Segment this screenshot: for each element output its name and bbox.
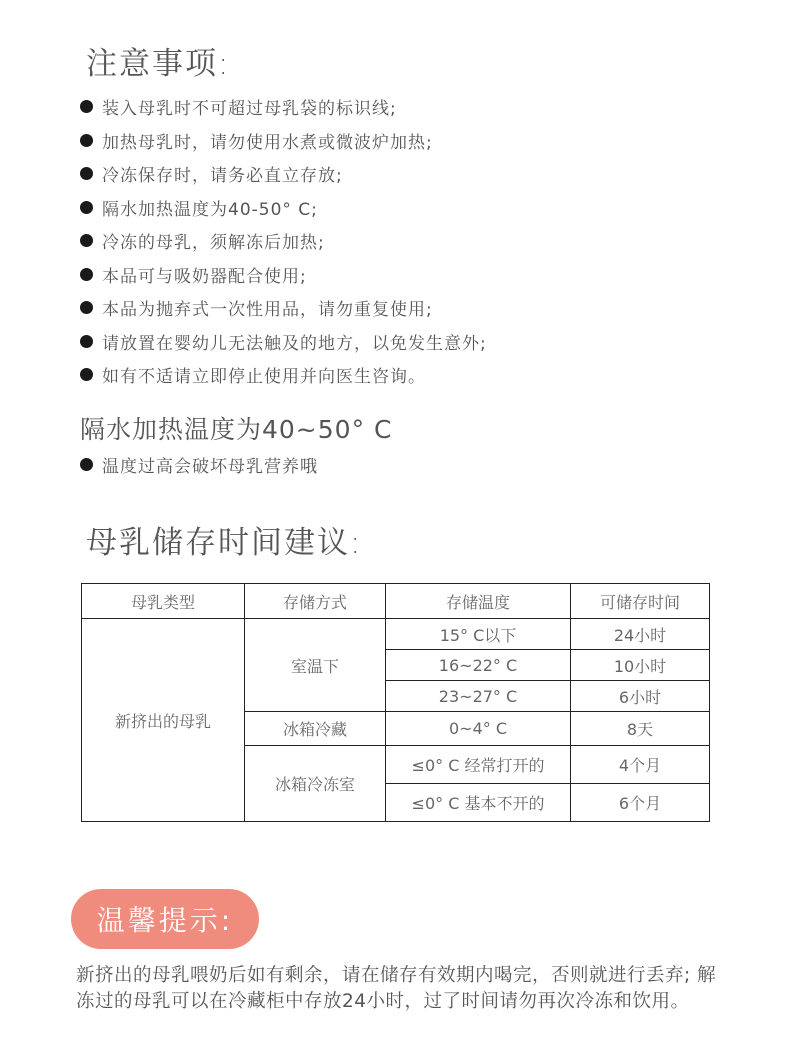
header-method: 存储方式 (245, 584, 386, 619)
time-cell: 6个月 (571, 784, 710, 822)
bullet-icon (80, 368, 93, 381)
time-cell: 4个月 (571, 746, 710, 784)
time-cell: 10小时 (571, 650, 710, 681)
table-row (82, 619, 710, 650)
bullet-icon (80, 167, 93, 180)
header-duration: 可储存时间 (571, 584, 710, 619)
note-text: 冷冻的母乳，须解冻后加热; (102, 233, 325, 254)
list-item (80, 157, 487, 191)
method-cell: 室温下 (245, 619, 386, 712)
temp-cell: 15° C以下 (386, 619, 571, 650)
bullet-icon (80, 301, 93, 314)
bullet-icon (80, 100, 93, 113)
milk-type-cell: 新挤出的母乳 (82, 619, 245, 822)
list-item (80, 291, 487, 325)
heating-note (80, 452, 318, 477)
list-item (80, 258, 487, 292)
tip-text: 新挤出的母乳喂奶后如有剩余，请在储存有效期内喝完，否则就进行丢弃; 解冻过的母乳可以在冷藏柜中存放24小时，过了时间请勿再次冷冻和饮用。 (76, 965, 717, 1012)
note-text: 请放置在婴幼儿无法触及的地方，以免发生意外; (102, 333, 487, 354)
list-item (80, 90, 487, 124)
header-temperature: 存储温度 (386, 584, 571, 619)
temp-cell: 0~4° C (386, 712, 571, 746)
method-cell: 冰箱冷藏 (245, 712, 386, 746)
list-item (80, 191, 487, 225)
note-text: 本品为抛弃式一次性用品，请勿重复使用; (102, 300, 433, 321)
method-cell: 冰箱冷冻室 (245, 746, 386, 822)
bullet-icon (80, 201, 93, 214)
storage-table (81, 583, 710, 822)
list-item (80, 325, 487, 359)
bullet-icon (80, 234, 93, 247)
temp-cell: 23~27° C (386, 681, 571, 712)
list-item (80, 224, 487, 258)
time-cell: 8天 (571, 712, 710, 746)
table-header-row (82, 584, 710, 619)
bullet-icon (80, 335, 93, 348)
header-milk-type: 母乳类型 (82, 584, 245, 619)
heating-note-text: 温度过高会破坏母乳营养哦 (102, 457, 318, 477)
temp-cell: 16~22° C (386, 650, 571, 681)
heating-title: 隔水加热温度为40~50° C (80, 415, 393, 444)
temp-cell: ≤0° C 经常打开的 (386, 746, 571, 784)
list-item (80, 358, 487, 392)
note-text: 加热母乳时，请勿使用水煮或微波炉加热; (102, 132, 433, 153)
list-item (80, 124, 487, 158)
notes-list (80, 90, 487, 392)
temp-cell: ≤0° C 基本不开的 (386, 784, 571, 822)
time-cell: 6小时 (571, 681, 710, 712)
time-cell: 24小时 (571, 619, 710, 650)
note-text: 如有不适请立即停止使用并向医生咨询。 (102, 367, 426, 388)
note-text: 本品可与吸奶器配合使用; (102, 266, 307, 287)
note-text: 装入母乳时不可超过母乳袋的标识线; (102, 99, 397, 120)
note-text: 隔水加热温度为40-50° C; (102, 199, 318, 220)
storage-title: 母乳储存时间建议: (86, 525, 363, 561)
bullet-icon (80, 134, 93, 147)
tip-badge: 温馨提示: (71, 889, 259, 949)
note-text: 冷冻保存时，请务必直立存放; (102, 166, 343, 187)
bullet-icon (80, 458, 93, 471)
bullet-icon (80, 268, 93, 281)
notes-title: 注意事项: (86, 46, 231, 82)
